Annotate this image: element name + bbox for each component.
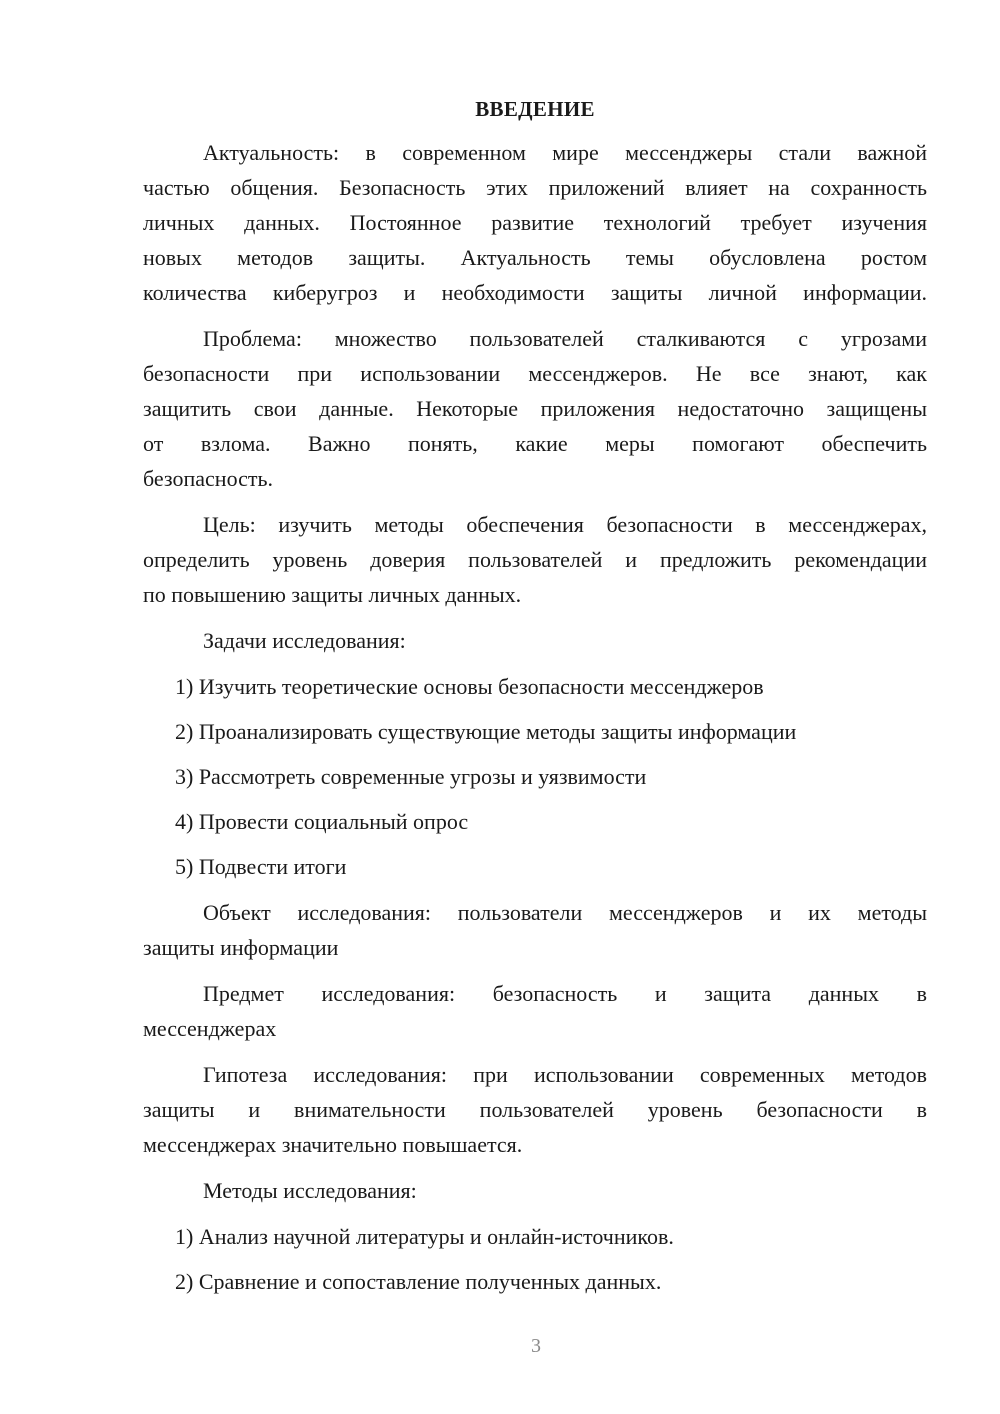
text-line: защитить свои данные. Некоторые приложения недостаточно защищены [143, 396, 927, 421]
methods-list [143, 1219, 927, 1299]
text-line: количества киберугроз и необходимости защиты личной информации. [143, 280, 927, 305]
section-title: ВВЕДЕНИЕ [475, 97, 595, 121]
text-line: мессенджерах [143, 1016, 277, 1041]
list-item: 2) Проанализировать существующие методы защиты информации [175, 719, 797, 744]
list-item: 2) Сравнение и сопоставление полученных данных. [175, 1269, 662, 1294]
relevance-paragraph [143, 135, 927, 310]
object-paragraph [143, 895, 927, 965]
problem-paragraph [143, 321, 927, 496]
text-line: определить уровень доверия пользователей и предложить рекомендации [143, 547, 927, 572]
text-line: Объект исследования: пользователи мессенджеров и их методы [203, 900, 927, 925]
text-line: личных данных. Постоянное развитие технологий требует изучения [143, 210, 927, 235]
text-line: от взлома. Важно понять, какие меры помогают обеспечить [143, 431, 927, 456]
tasks-heading: Задачи исследования: [203, 628, 406, 653]
text-line: Предмет исследования: безопасность и защита данных в [203, 981, 927, 1006]
text-line: защиты информации [143, 935, 339, 960]
text-line: по повышению защиты личных данных. [143, 582, 522, 607]
text-line: частью общения. Безопасность этих приложений влияет на сохранность [143, 175, 927, 200]
methods-heading: Методы исследования: [203, 1178, 417, 1203]
text-line: новых методов защиты. Актуальность темы обусловлена ростом [143, 245, 927, 270]
text-line: Проблема: множество пользователей сталкиваются с угрозами [203, 326, 927, 351]
text-line: мессенджерах значительно повышается. [143, 1132, 523, 1157]
text-line: безопасности при использовании мессенджеров. Не все знают, как [143, 361, 927, 386]
text-line: Актуальность: в современном мире мессенджеры стали важной [203, 140, 927, 165]
list-item: 1) Изучить теоретические основы безопасности мессенджеров [175, 674, 764, 699]
page-content [143, 92, 927, 1310]
text-line: Цель: изучить методы обеспечения безопасности в мессенджерах, [203, 512, 927, 537]
subject-paragraph [143, 976, 927, 1046]
list-item: 3) Рассмотреть современные угрозы и уязвимости [175, 764, 647, 789]
list-item: 4) Провести социальный опрос [175, 809, 469, 834]
hypothesis-paragraph [143, 1057, 927, 1162]
text-line: безопасность. [143, 466, 274, 491]
list-item: 5) Подвести итоги [175, 854, 347, 879]
tasks-list [143, 669, 927, 884]
goal-paragraph [143, 507, 927, 612]
page-number: 3 [531, 1335, 541, 1357]
list-item: 1) Анализ научной литературы и онлайн-источников. [175, 1224, 674, 1249]
text-line: защиты и внимательности пользователей уровень безопасности в [143, 1097, 927, 1122]
text-line: Гипотеза исследования: при использовании современных методов [203, 1062, 927, 1087]
